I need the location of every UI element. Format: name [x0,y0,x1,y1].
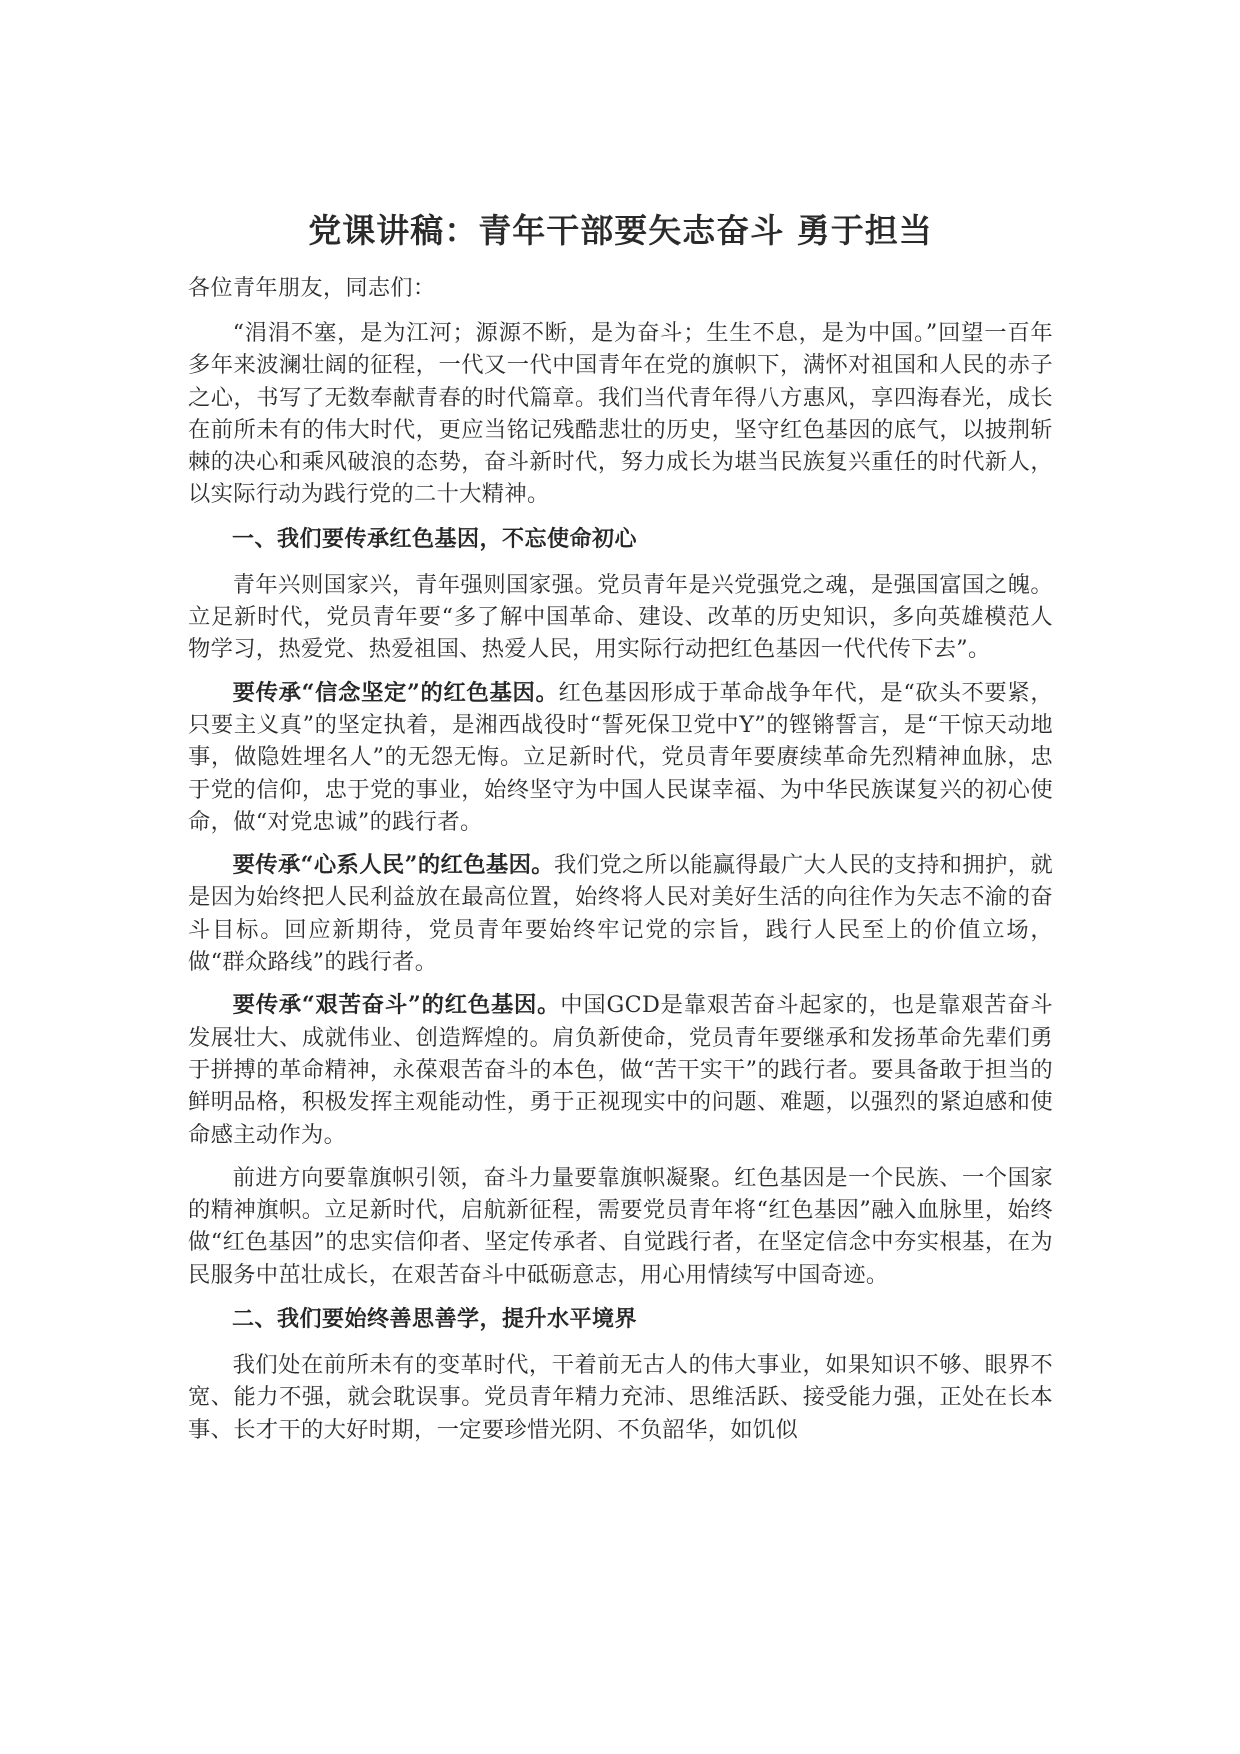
paragraph-body: 中国GCD是靠艰苦奋斗起家的，也是靠艰苦奋斗发展壮大、成就伟业、创造辉煌的。肩负新使命，党员青年要继承和发扬革命先辈们勇于拼搏的革命精神，永葆艰苦奋斗的本色，做“苦干实干”的践行者。要具备敢于担当的鲜明品格，积极发挥主观能动性，勇于正视现实中的问题、难题，以强烈的紧迫感和使命感主动作为。 [188,992,1053,1148]
salutation: 各位青年朋友，同志们： [188,276,436,301]
paragraph-body: 我们党之所以能赢得最广大人民的支持和拥护，就是因为始终把人民利益放在最高位置，始终将人民对美好生活的向往作为矢志不渝的奋斗目标。回应新期待，党员青年要始终牢记党的宗旨，践行人民至上的价值立场，做“群众路线”的践行者。 [188,852,1053,976]
paragraph-body: 红色基因形成于革命战争年代，是“砍头不要紧，只要主义真”的坚定执着，是湘西战役时“誓死保卫党中Y”的铿锵誓言，是“干惊天动地事，做隐姓埋名人”的无怨无悔。立足新时代，党员青年要赓续革命先烈精神血脉，忠于党的信仰，忠于党的事业，始终坚守为中国人民谋幸福、为中华民族谋复兴的初心使命，做“对党忠诚”的践行者。 [188,679,1054,835]
document-title: 党课讲稿：青年干部要矢志奋斗 勇于担当 [308,211,933,250]
section1-paragraph-4 [188,989,1053,1150]
section1-paragraph-2 [188,677,1053,838]
intro-paragraph: “涓涓不塞，是为江河；源源不断，是为奋斗；生生不息，是为中国。”回望一百年多年来波澜壮阔的征程，一代又一代中国青年在党的旗帜下，满怀对祖国和人民的赤子之心，书写了无数奉献青春的时代篇章。我们当代青年得八方惠风，享四海春光，成长在前所未有的伟大时代，更应当铭记残酷悲壮的历史，坚守红色基因的底气，以披荆斩棘的决心和乘风破浪的态势，奋斗新时代，努力成长为堪当民族复兴重任的时代新人，以实际行动为践行党的二十大精神。 [188,320,1053,508]
section-heading-2: 二、我们要始终善思善学，提升水平境界 [232,1306,638,1333]
section1-paragraph-5: 前进方向要靠旗帜引领，奋斗力量要靠旗帜凝聚。红色基因是一个民族、一个国家的精神旗帜。立足新时代，启航新征程，需要党员青年将“红色基因”融入血脉里，始终做“红色基因”的忠实信仰者、坚定传承者、自觉践行者，在坚定信念中夯实根基，在为民服务中茁壮成长，在艰苦奋斗中砥砺意志，用心用情续写中国奇迹。 [188,1164,1053,1288]
paragraph-lead: 要传承“信念坚定”的红色基因。 [232,679,559,706]
paragraph-lead: 要传承“心系人民”的红色基因。 [232,852,554,879]
section1-paragraph-3 [188,849,1053,978]
section1-paragraph-1: 青年兴则国家兴，青年强则国家强。党员青年是兴党强党之魂，是强国富国之魄。立足新时代，党员青年要“多了解中国革命、建设、改革的历史知识，多向英雄模范人物学习，热爱党、热爱祖国、热爱人民，用实际行动把红色基因一代代传下去”。 [188,571,1053,663]
paragraph-lead: 要传承“艰苦奋斗”的红色基因。 [232,992,561,1019]
section-heading-1: 一、我们要传承红色基因，不忘使命初心 [232,525,638,552]
section2-paragraph-1: 我们处在前所未有的变革时代，干着前无古人的伟大事业，如果知识不够、眼界不宽、能力不强，就会耽误事。党员青年精力充沛、思维活跃、接受能力强，正处在长本事、长才干的大好时期，一定要珍惜光阴、不负韶华，如饥似 [188,1352,1053,1443]
